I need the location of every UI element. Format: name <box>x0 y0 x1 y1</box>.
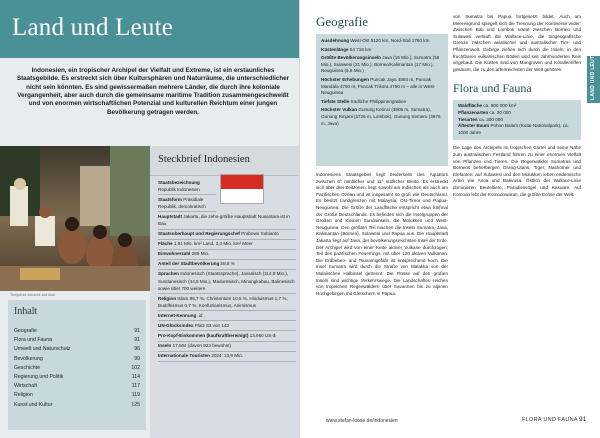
fact-value: 2024: 13,9 Mio. <box>211 353 243 359</box>
chapter-side-tab[interactable] <box>587 51 600 103</box>
ceremony-photo <box>0 146 150 291</box>
fact-sheet-list <box>158 178 296 362</box>
geography-fact-key: Küstenlänge <box>321 46 349 52</box>
contents-item-page: 99 <box>134 355 140 362</box>
fact-item <box>158 270 296 294</box>
contents-item-label: Umwelt und Naturschutz <box>14 346 71 353</box>
fact-key: Pro-Kopf-Einkommen (kaufkraftbereinigt) <box>158 333 249 339</box>
fact-value: 13.950 US-$ <box>249 333 276 339</box>
fact-key: UN-Glücksindex <box>158 322 194 328</box>
fact-value: .id <box>197 312 203 318</box>
right-page <box>300 0 600 438</box>
flora-fact-entry <box>458 123 576 136</box>
fact-key: Internet-Kennung <box>158 312 197 318</box>
geography-fact-value: Südliche Philippinengraben <box>350 98 407 104</box>
fact-key: Einwohnerzahl <box>158 251 191 257</box>
flora-fact-entry <box>458 103 576 110</box>
contents-item[interactable] <box>14 373 140 382</box>
title-bar <box>0 0 300 58</box>
fact-key: Religion <box>158 295 177 301</box>
contents-item-label: Geschichte <box>14 364 40 371</box>
geography-text: Indonesiens Staatsgebiet liegt beiderseits des Äquators zwischen 6° nördlicher und 11° südlicher Breite. Es erstreckt sich über drei Zeitzonen, liegt sowohl am Indischen als auch am Pazifischen Ozean und ist insgesamt so groß wie Deutschland. Es besitzt Landgrenzen mit Malaysia, Ost-Timor und Papua-Neuguinea. Die Größe der Landfläche entspricht etwa fünfmal der Größe Deutschlands. Es befinden sich die Inselgruppen der Großen und Kleinen Sundainseln, die Molukken und West-Neuguinea. Den größten Teil machen die Inseln Sumatra, Java, Kalimantan (Borneo), Sulawesi und Papua aus. Die Hauptstadt Jakarta liegt auf Java, der bevölkerungsreichsten Insel der Erde. Der Archipel wird von einer Kette aktiver Vulkane durchzogen; Teil des pazifischen Feuerrings, mit über 120 aktiven Vulkanen. Die Erdbeben- und Tsunamigefahr ist entsprechend hoch. Die Insel Sumatra wird durch die Straße von Malakka von der Malaiischen Halbinsel getrennt. Die Flüsse auf den großen Inseln sind wichtige Verkehrswege. Die Landschaften reichen von tropischen Regenwäldern über Savannen bis zu alpinen Hochgebirgen mit Gletschern in Papua. <box>316 172 448 296</box>
geography-fact-entry <box>321 47 443 54</box>
flora-fauna-facts-box <box>453 100 581 140</box>
flora-fauna-text: Die Lage des Archipels im tropischen Gürtel und seine Nähe zum australischen Festland führen zu einer enormen Vielfalt von Pflanzen und Tieren. Die Regenwälder Sumatras und Borneos beherbergen Orang-Utans, Tiger, Nashörner und Elefanten; auf Sulawesi und den Molukken leben endemische Arten wie Anoa und Babirusa. Östlich der Wallace-Linie dominieren Beuteltiere, Paradiesvögel und Kasuare. Auf Komodo lebt der Komodowaran, die größte Echse der Welt. <box>453 145 581 197</box>
contents-box <box>8 300 146 430</box>
fact-value: Prabowo Subianto <box>241 231 279 237</box>
fact-key: Staatsform <box>158 196 182 202</box>
geography-fact-key: Tiefste Stelle <box>321 98 350 104</box>
fact-item <box>158 212 296 229</box>
fact-value: Indonesisch (Staatssprache), Javanisch (114,9 Mio.), Sundanesisch (44,5 Mio.), Maduresisch, Minangkabau, Balinesisch sowie über 700 weitere <box>158 271 295 291</box>
column-right <box>453 14 581 198</box>
fact-sheet-title: Steckbrief Indonesien <box>150 146 300 176</box>
geography-fact-value: Puncak Jaya 4884 m, Puncak Mandala 4760 m, Puncak Trikora 4750 m – alle in West-Neuguinea <box>321 76 436 96</box>
fact-item <box>158 311 296 321</box>
flora-fact-value: ca. 30 000 <box>489 109 511 115</box>
geography-heading: Geografie <box>316 14 368 29</box>
footer-section: FLORA UND FAUNA <box>522 417 578 423</box>
fact-item <box>158 321 296 331</box>
geography-fact-entry <box>321 77 443 97</box>
fact-key: Internationale Touristen <box>158 353 210 359</box>
fact-item <box>158 240 296 250</box>
contents-item[interactable] <box>14 401 140 410</box>
footer-url[interactable]: www.stefan-loose.de/indonesien <box>326 418 398 424</box>
geography-fact-entry <box>321 107 443 127</box>
fact-item <box>158 230 296 240</box>
fact-key: Hauptstadt <box>158 213 182 219</box>
contents-item-label: Kunst und Kultur <box>14 401 53 408</box>
contents-item-page: 102 <box>131 364 140 371</box>
contents-item-label: Bevölkerung <box>14 355 43 362</box>
contents-item[interactable] <box>14 382 140 391</box>
geography-fact-key: Größte Bevölkerungsinseln <box>321 55 381 61</box>
geography-fact-key: Höchster Vulkan <box>321 107 358 113</box>
fact-value: Jakarta, die zehn-größte Hauptstadt Nusantara ist in Bau <box>158 213 290 227</box>
geography-fact-value: Gunung Kerinci (3805 m, Sumatra), Gunung Rinjani (3726 m, Lombok), Gunung Semeru (3676 m, Java) <box>321 107 441 126</box>
fact-key: Fläche <box>158 241 173 247</box>
chapter-side-tab-label: LAND UND LEUTE <box>590 51 596 100</box>
contents-item[interactable] <box>14 355 140 364</box>
fact-value: 285 Mio. <box>191 251 210 257</box>
geography-fact-entry <box>321 55 443 75</box>
fact-item <box>158 260 296 270</box>
fact-key: Staatsbezeichnung <box>158 179 200 185</box>
page-title: Land und Leute <box>12 14 174 41</box>
flora-fact-value: Pohon Balam (Kutai-Nationalpark), ca. 1000 Jahre <box>458 123 569 135</box>
column-left <box>316 14 448 297</box>
contents-item-page: 91 <box>134 328 140 334</box>
fact-key: Staatsoberhaupt und Regierungschef <box>158 231 240 237</box>
contents-item-page: 91 <box>134 337 140 344</box>
flora-fact-entry <box>458 110 576 117</box>
contents-title: Inhalt <box>14 306 38 317</box>
contents-item-label: Geografie <box>14 328 37 334</box>
geography-fact-value: 54 716 km <box>349 46 372 52</box>
geography-facts-box <box>316 34 448 166</box>
flora-fact-key: Tierarten <box>458 116 478 122</box>
geography-fact-key: Höchster Erhebungen <box>321 76 369 82</box>
ceremony-photo-illustration <box>0 146 150 291</box>
fact-item <box>158 195 216 212</box>
fact-key: Inseln <box>158 343 172 349</box>
fact-sheet <box>150 146 300 438</box>
contents-item[interactable] <box>14 391 140 400</box>
geography-fact-key: Ausdehnung <box>321 38 350 43</box>
contents-item-page: 96 <box>134 346 140 353</box>
fact-item <box>158 352 296 362</box>
fact-value: Republik Indonesien <box>158 186 200 192</box>
geography-fact-entry <box>321 38 443 45</box>
fact-value: Islam 86,7 %, Christentum 10,5 %, Hinduismus 1,7 %, Buddhismus 0,7 %, Konfuzianismus, Animismus <box>158 295 288 308</box>
flora-fauna-heading: Flora und Fauna <box>453 81 532 96</box>
fact-item <box>158 331 296 341</box>
contents-item-label: Regierung und Politik <box>14 374 64 381</box>
fact-value: 1,91 Mio. km² Land, 3,3 Mio. km² Meer <box>173 241 253 247</box>
flora-fact-value: ca. 900 000 km² <box>483 103 517 109</box>
flora-fact-key: Waldfläche <box>458 103 483 109</box>
fact-value: Präsidiale Republik, demokratisch <box>158 196 206 209</box>
flora-fact-key: Ältester Baum <box>458 123 490 129</box>
flora-fact-value: ca. 300 000 <box>478 116 503 122</box>
contents-item[interactable] <box>14 345 140 354</box>
page-number: 91 <box>579 416 587 423</box>
intro-text: Indonesien, ein tropischer Archipel der Vielfalt und Extreme, ist ein erstaunliches Staatsgebilde. Es erstreckt sich über Kultursphären und Naturräume, die unterschiedlicher nicht sein könnten. Es sind gewissermaßen mehrere Länder, die durch ihre koloniale Vergangenheit, aber auch durch die gemeinsame maritime Tradition zusammengeschweißt und von enormen wirtschaftlichen Potenzial und kulturellen Reichtum einer jungen Bevölkerung getragen werden. <box>16 67 290 116</box>
fact-key: Sprachen <box>158 271 179 277</box>
flora-fact-key: Pflanzenarten <box>458 109 489 115</box>
contents-item[interactable] <box>14 327 140 336</box>
geography-text-continued: von Sumatra bis Papua fortgesetzt bildet. Auch am Meeresgrund spiegelt sich die Trennung der Kontinente wider: Zwischen Bali und Lombok sowie zwischen Borneo und Sulawesi verläuft die Wallace-Linie, die biogeografische Grenze zwischen asiatischer und australischer Tier- und Pflanzenwelt. Gebirge ziehen sich durch die Inseln; in den fruchtbaren vulkanischen Böden wird seit Jahrhunderten Reis angebaut. Die Küsten sind von Mangroven und Korallenriffen gesäumt, die zu den artenreichsten der Welt gehören. <box>453 14 581 72</box>
fact-value: 17.504 (davon 922 bewohnt) <box>172 343 232 349</box>
fact-key: Anteil der Stadtbevölkerung <box>158 261 220 267</box>
contents-item-label: Flora und Fauna <box>14 337 53 344</box>
contents-item-page: 119 <box>131 392 140 399</box>
geography-fact-value: Java (15 Mio.), Sumatra (58 Mio.), Sulawesi (21 Mio.), Borneo/Kalimantan (17 Mio.), Neuguinea (5,8 Mio.) <box>321 55 440 74</box>
contents-item[interactable] <box>14 364 140 373</box>
geography-fact-value: West-Ost 5120 km, Nord-Süd 1760 km <box>350 38 430 43</box>
fact-item <box>158 294 296 311</box>
contents-item-label: Wirtschaft <box>14 383 38 390</box>
fact-item <box>158 178 216 195</box>
geography-fact-entry <box>321 99 443 106</box>
photo-caption: Tempelzeremonie auf Bali <box>10 293 56 297</box>
fact-item <box>158 250 296 260</box>
fact-value: Platz 83 von 143 <box>194 322 229 328</box>
contents-item-page: 117 <box>131 383 140 390</box>
contents-list <box>14 327 140 410</box>
contents-item[interactable] <box>14 336 140 345</box>
contents-item-label: Religion <box>14 392 33 399</box>
fact-item <box>158 342 296 352</box>
fact-value: 58,8 % <box>220 261 235 267</box>
contents-item-page: 125 <box>131 401 140 408</box>
contents-item-page: 114 <box>131 374 140 381</box>
